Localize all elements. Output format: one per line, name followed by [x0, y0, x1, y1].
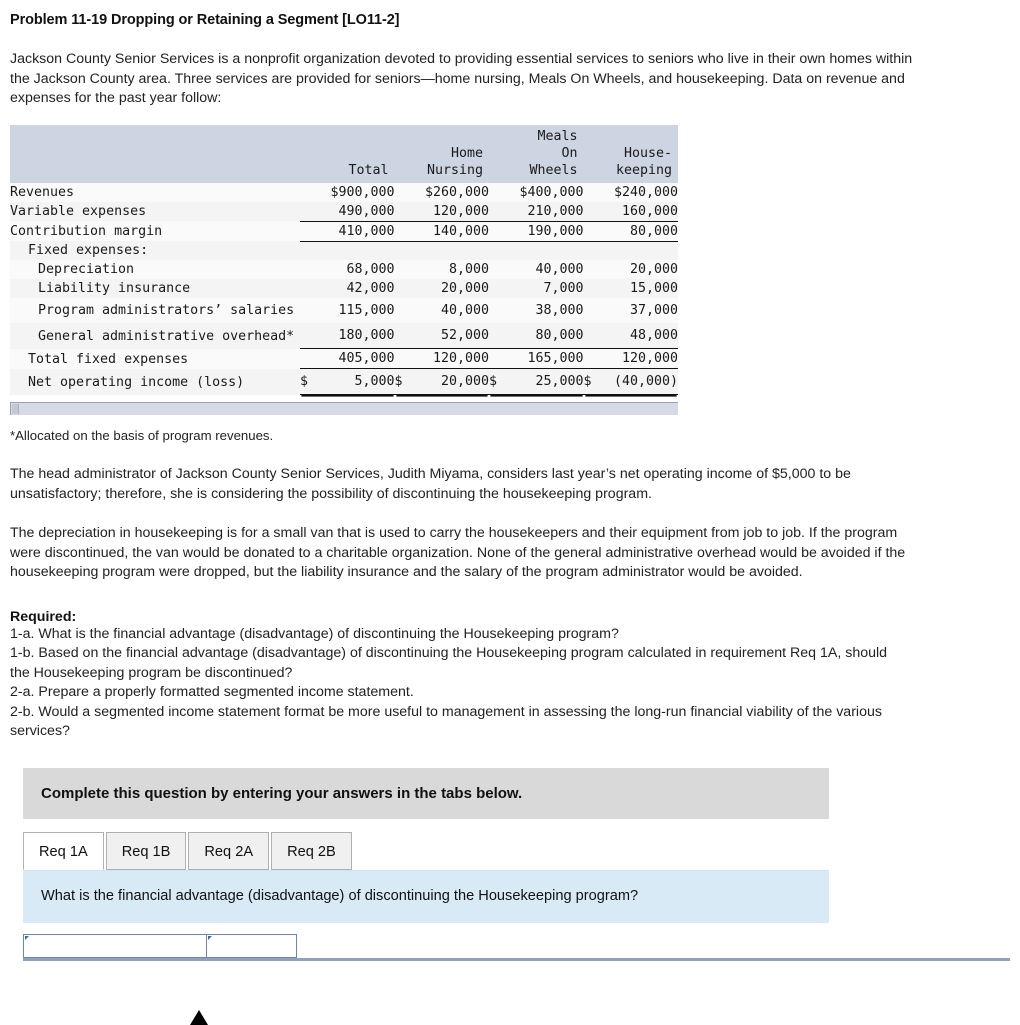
- tab-req-2a[interactable]: Req 2A: [188, 832, 269, 870]
- tab-req-1b[interactable]: Req 1B: [106, 832, 187, 870]
- page-title: Problem 11-19 Dropping or Retaining a Segment [LO11-2]: [10, 12, 400, 28]
- cell-total: 68,000: [300, 260, 395, 279]
- table-row: [10, 323, 678, 349]
- cell-home-nursing: 52,000: [395, 323, 490, 349]
- cell-housekeeping: $240,000: [584, 183, 679, 202]
- tab-strip: [23, 832, 829, 870]
- cell-marker-icon: [25, 936, 29, 940]
- column-header-home-nursing-line2: Nursing: [426, 162, 483, 178]
- cell-home-nursing: 8,000: [395, 260, 490, 279]
- currency-symbol: $: [394, 374, 403, 389]
- table-row: [10, 298, 678, 323]
- cell-home-nursing: 20,000: [395, 279, 490, 298]
- scrollbar-thumb[interactable]: [12, 404, 19, 414]
- cell-meals: 165,000: [489, 349, 584, 369]
- cell-home-nursing: 120,000: [395, 202, 490, 222]
- cell-total: [300, 241, 395, 260]
- required-item-1b: 1-b. Based on the financial advantage (disadvantage) of discontinuing the Housekeeping program calculated in requirement Req 1A, should the Housekeeping program be discontinued?: [10, 645, 888, 681]
- table-row: [10, 260, 678, 279]
- column-header-housekeeping: [584, 125, 679, 183]
- cell-housekeeping: [584, 369, 679, 395]
- cell-meals: $400,000: [489, 183, 584, 202]
- cell-housekeeping: 120,000: [584, 349, 679, 369]
- table-body: [10, 183, 678, 395]
- column-header-total-line1: Total: [348, 162, 389, 178]
- table-row: [10, 349, 678, 369]
- cell-housekeeping: 15,000: [584, 279, 679, 298]
- cell-meals: 190,000: [489, 221, 584, 241]
- cell-meals: 7,000: [489, 279, 584, 298]
- required-item-2a: 2-a. Prepare a properly formatted segmented income statement.: [10, 684, 414, 700]
- row-label: Net operating income (loss): [10, 369, 300, 395]
- currency-symbol: $: [489, 374, 498, 389]
- segment-data-table: [10, 125, 678, 396]
- cell-marker-icon: [208, 936, 212, 940]
- cell-home-nursing: [395, 369, 490, 395]
- answer-input-row: [23, 934, 1010, 961]
- active-tab-question: What is the financial advantage (disadvantage) of discontinuing the Housekeeping program?: [23, 870, 829, 923]
- cell-total: 180,000: [300, 323, 395, 349]
- currency-symbol: $: [300, 374, 309, 389]
- cell-total: 405,000: [300, 349, 395, 369]
- table-row: [10, 183, 678, 202]
- paragraph-depreciation: The depreciation in housekeeping is for a small van that is used to carry the housekeepers and their equipment from job to job. If the program were discontinued, the van would be donated to a charitable organization. None of the general administrative overhead would be avoided if the housekeeping program were dropped, but the liability insurance and the salary of the program administrator would be avoided.: [10, 525, 906, 580]
- required-item-1a: 1-a. What is the financial advantage (disadvantage) of discontinuing the Housekeeping program?: [10, 625, 619, 642]
- cell-housekeeping: 37,000: [584, 298, 679, 323]
- cell-meals: 38,000: [489, 298, 584, 323]
- column-header-home-nursing-line1: Home: [450, 145, 483, 161]
- cell-total: 42,000: [300, 279, 395, 298]
- answer-value-cell[interactable]: [207, 934, 297, 958]
- cell-home-nursing: $260,000: [395, 183, 490, 202]
- row-label: Revenues: [10, 183, 300, 202]
- cell-housekeeping-value: (40,000): [613, 374, 678, 389]
- table-row: [10, 369, 678, 395]
- row-label: Contribution margin: [10, 221, 300, 241]
- answer-widget: [23, 768, 829, 923]
- table-footnote: *Allocated on the basis of program revenues.: [10, 428, 274, 443]
- table-row: [10, 221, 678, 241]
- required-item-2b: 2-b. Would a segmented income statement format be more useful to management in assessing the long-run financial viability of the various services?: [10, 703, 882, 739]
- cell-housekeeping: 160,000: [584, 202, 679, 222]
- table-row: [10, 241, 678, 260]
- cell-housekeeping: [584, 241, 679, 260]
- row-label: Variable expenses: [10, 202, 300, 222]
- row-label: Depreciation: [10, 260, 300, 279]
- table-header: [10, 125, 678, 183]
- cell-total: 410,000: [300, 221, 395, 241]
- row-label: Total fixed expenses: [10, 349, 300, 369]
- problem-intro-paragraph: Jackson County Senior Services is a nonprofit organization devoted to providing essential services to seniors who live in their own homes within the Jackson County area. Three services are provided for seniors—home nursing, Meals On Wheels, and housekeeping. Data on revenue and expenses for the past year follow:: [10, 51, 913, 106]
- cell-total-value: 5,000: [354, 374, 395, 389]
- cell-housekeeping: 80,000: [584, 221, 679, 241]
- cell-meals: 40,000: [489, 260, 584, 279]
- cell-total: [300, 369, 395, 395]
- segment-data-table-container: [10, 125, 678, 416]
- cell-home-nursing: 120,000: [395, 349, 490, 369]
- paragraph-administrator: The head administrator of Jackson County Senior Services, Judith Miyama, considers last year’s net operating income of $5,000 to be unsatisfactory; therefore, she is considering the possibility of discontinuing the housekeeping program.: [10, 466, 851, 502]
- cell-housekeeping: 20,000: [584, 260, 679, 279]
- column-header-housekeeping-line2: keeping: [615, 162, 672, 178]
- column-header-meals-line3: Wheels: [529, 162, 578, 178]
- cell-meals-value: 25,000: [535, 374, 584, 389]
- column-header-home-nursing: [395, 125, 490, 183]
- column-header-label: [10, 125, 300, 183]
- table-row: [10, 279, 678, 298]
- mouse-cursor-icon: [190, 1010, 208, 1025]
- column-header-meals-on-wheels: [489, 125, 584, 183]
- column-header-meals-line1: Meals: [537, 128, 578, 144]
- table-row: [10, 202, 678, 222]
- cell-home-nursing-value: 20,000: [440, 374, 489, 389]
- cell-meals: [489, 241, 584, 260]
- cell-meals: 80,000: [489, 323, 584, 349]
- cell-housekeeping: 48,000: [584, 323, 679, 349]
- cell-meals: 210,000: [489, 202, 584, 222]
- column-header-total: [300, 125, 395, 183]
- row-label: General administrative overhead*: [10, 323, 300, 349]
- tab-req-2b[interactable]: Req 2B: [271, 832, 352, 870]
- cell-total: $900,000: [300, 183, 395, 202]
- required-heading: Required:: [10, 608, 77, 625]
- tab-req-1a[interactable]: Req 1A: [23, 832, 104, 870]
- cell-total: 490,000: [300, 202, 395, 222]
- cell-home-nursing: 40,000: [395, 298, 490, 323]
- cell-home-nursing: 140,000: [395, 221, 490, 241]
- cell-home-nursing: [395, 241, 490, 260]
- answer-label-cell[interactable]: [23, 934, 207, 958]
- widget-banner: Complete this question by entering your answers in the tabs below.: [23, 768, 829, 819]
- cell-total: 115,000: [300, 298, 395, 323]
- cell-meals: [489, 369, 584, 395]
- column-header-housekeeping-line1: House-: [623, 145, 672, 161]
- row-label: Program administrators’ salaries: [10, 298, 300, 323]
- column-header-meals-line2: On: [561, 145, 578, 161]
- table-horizontal-scrollbar[interactable]: [10, 402, 678, 415]
- row-label: Fixed expenses:: [10, 241, 300, 260]
- currency-symbol: $: [583, 374, 592, 389]
- row-label: Liability insurance: [10, 279, 300, 298]
